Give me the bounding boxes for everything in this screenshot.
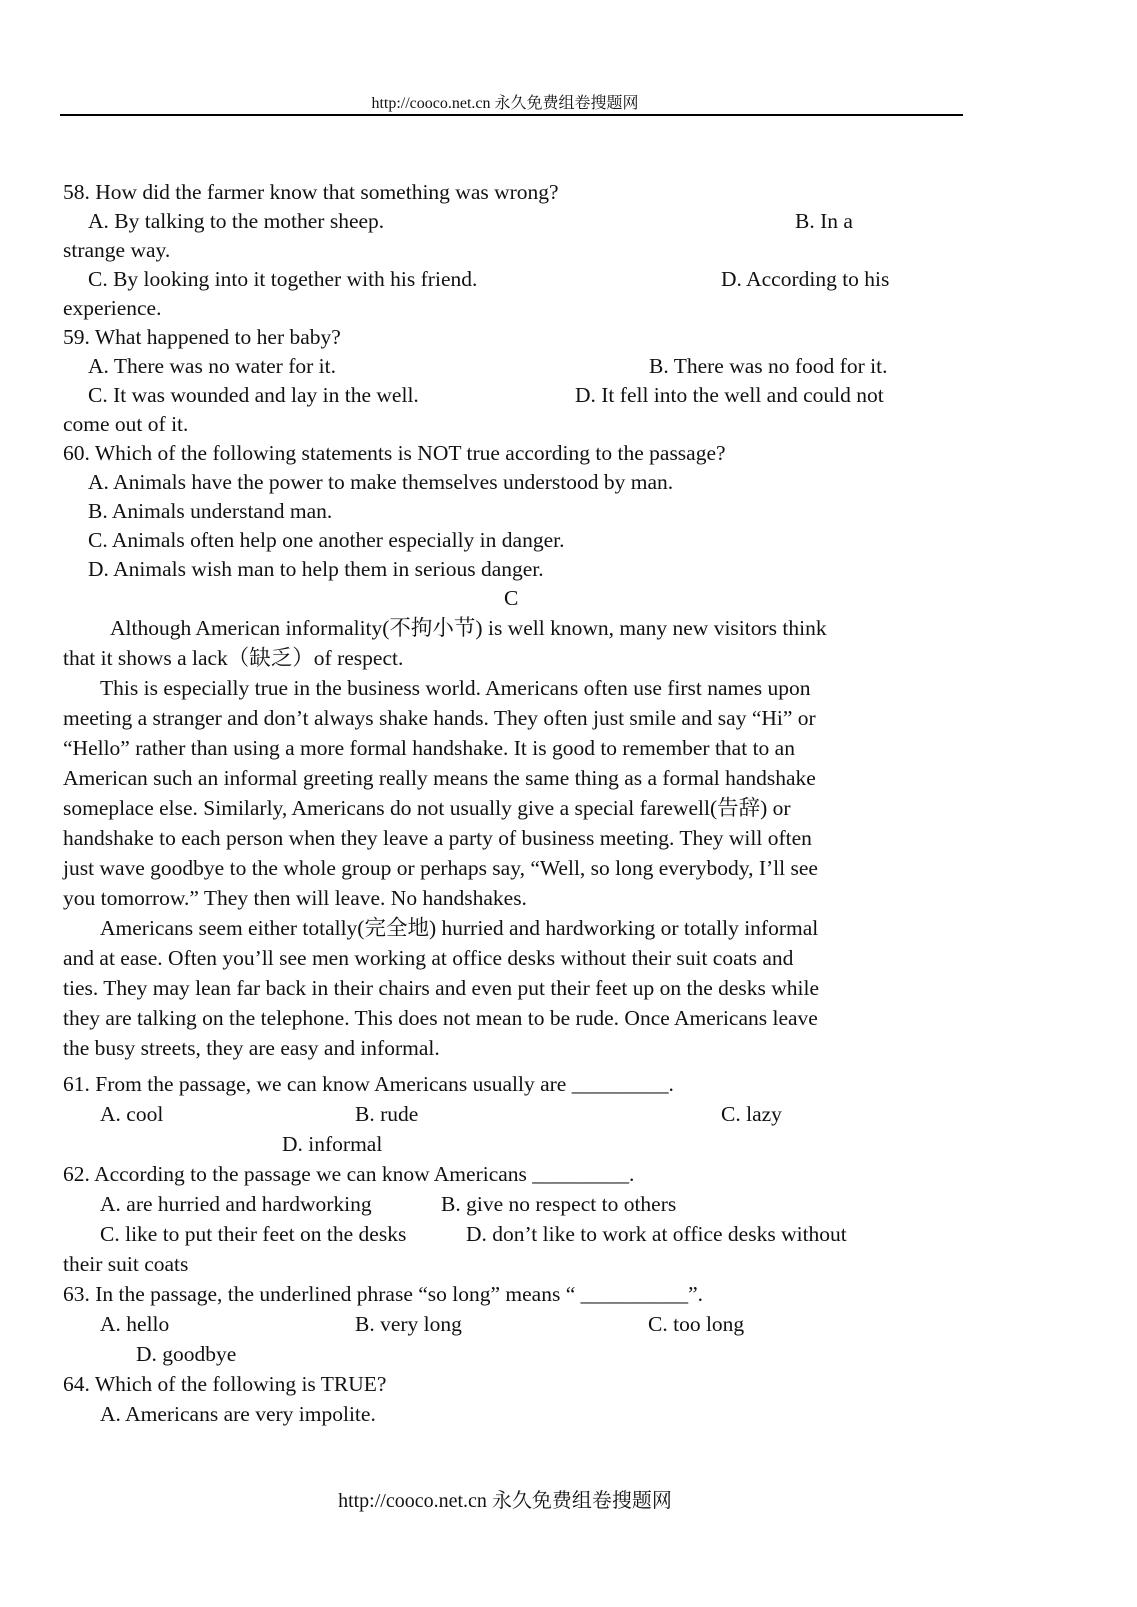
question-59-row-2 — [63, 381, 963, 410]
question-63-row-2 — [63, 1339, 963, 1369]
question-61-stem: 61. From the passage, we can know Americans usually are _________. — [63, 1072, 674, 1096]
option-61-a: A. cool — [100, 1102, 164, 1126]
option-63-d: D. goodbye — [136, 1342, 237, 1366]
option-58-c: C. By looking into it together with his friend. — [88, 267, 478, 291]
option-59-b: B. There was no food for it. — [649, 354, 888, 378]
option-62-d: D. don’t like to work at office desks without — [466, 1222, 847, 1246]
passage-line: Americans seem either totally(完全地) hurried and hardworking or totally informal — [100, 916, 819, 940]
option-62-a: A. are hurried and hardworking — [100, 1192, 372, 1216]
option-59-a: A. There was no water for it. — [88, 354, 336, 378]
option-64-a: A. Americans are very impolite. — [100, 1402, 376, 1426]
option-60-a: A. Animals have the power to make themselves understood by man. — [88, 470, 674, 494]
option-61-c: C. lazy — [721, 1102, 782, 1126]
question-58-row-1 — [63, 207, 963, 236]
option-60-b: B. Animals understand man. — [88, 499, 333, 523]
option-58-b-continued: strange way. — [63, 238, 171, 262]
question-62-row-1 — [63, 1189, 963, 1219]
question-62-row-2 — [63, 1219, 963, 1249]
question-62-stem: 62. According to the passage we can know Americans _________. — [63, 1162, 635, 1186]
question-58-stem: 58. How did the farmer know that something was wrong? — [63, 180, 559, 204]
option-63-a: A. hello — [100, 1312, 170, 1336]
passage-line: This is especially true in the business world. Americans often use first names upon — [100, 676, 811, 700]
option-60-c: C. Animals often help one another especially in danger. — [88, 528, 565, 552]
passage-line: they are talking on the telephone. This does not mean to be rude. Once Americans leave — [63, 1006, 818, 1030]
option-58-d-continued: experience. — [63, 296, 162, 320]
passage-line: meeting a stranger and don’t always shake hands. They often just smile and say “Hi” or — [63, 706, 816, 730]
question-61-row-1 — [63, 1099, 963, 1129]
option-63-c: C. too long — [648, 1312, 745, 1336]
option-59-d-continued: come out of it. — [63, 412, 189, 436]
option-63-b: B. very long — [355, 1312, 462, 1336]
option-58-a: A. By talking to the mother sheep. — [88, 209, 385, 233]
passage-line: and at ease. Often you’ll see men working at office desks without their suit coats and — [63, 946, 794, 970]
section-letter: C — [504, 586, 519, 610]
passage-line: handshake to each person when they leave a party of business meeting. They will often — [63, 826, 812, 850]
question-61-row-2 — [63, 1129, 963, 1159]
passage-line: the busy streets, they are easy and informal. — [63, 1036, 440, 1060]
passage-line: ties. They may lean far back in their chairs and even put their feet up on the desks while — [63, 976, 820, 1000]
question-58-row-2 — [63, 265, 963, 294]
option-62-d-continued: their suit coats — [63, 1252, 189, 1276]
page-header-url: http://cooco.net.cn 永久免费组卷搜题网 — [371, 95, 639, 112]
exam-content — [63, 178, 963, 1429]
passage-line: American such an informal greeting really means the same thing as a formal handshake — [63, 766, 816, 790]
question-63-row-1 — [63, 1309, 963, 1339]
option-61-d: D. informal — [282, 1132, 383, 1156]
passage-line: “Hello” rather than using a more formal handshake. It is good to remember that to an — [63, 736, 795, 760]
option-62-c: C. like to put their feet on the desks — [100, 1222, 407, 1246]
option-62-b: B. give no respect to others — [441, 1192, 677, 1216]
option-58-b: B. In a — [795, 209, 853, 233]
option-61-b: B. rude — [355, 1102, 419, 1126]
question-59-stem: 59. What happened to her baby? — [63, 325, 341, 349]
option-59-c: C. It was wounded and lay in the well. — [88, 383, 419, 407]
question-60-stem: 60. Which of the following statements is NOT true according to the passage? — [63, 441, 726, 465]
passage-line: just wave goodbye to the whole group or perhaps say, “Well, so long everybody, I’ll see — [63, 856, 818, 880]
option-59-d: D. It fell into the well and could not — [575, 383, 884, 407]
passage-line: someplace else. Similarly, Americans do not usually give a special farewell(告辞) or — [63, 796, 791, 820]
question-63-stem: 63. In the passage, the underlined phrase “so long” means “ __________”. — [63, 1282, 704, 1306]
passage-line: that it shows a lack（缺乏）of respect. — [63, 646, 404, 670]
passage-line: you tomorrow.” They then will leave. No handshakes. — [63, 886, 527, 910]
question-64-stem: 64. Which of the following is TRUE? — [63, 1372, 387, 1396]
section-c-heading — [63, 584, 963, 613]
option-58-d: D. According to his — [721, 267, 890, 291]
option-60-d: D. Animals wish man to help them in serious danger. — [88, 557, 544, 581]
question-59-row-1 — [63, 352, 963, 381]
header-divider — [60, 114, 963, 116]
passage-line: Although American informality(不拘小节) is well known, many new visitors think — [110, 616, 827, 640]
page-footer-url: http://cooco.net.cn 永久免费组卷搜题网 — [338, 1490, 672, 1512]
